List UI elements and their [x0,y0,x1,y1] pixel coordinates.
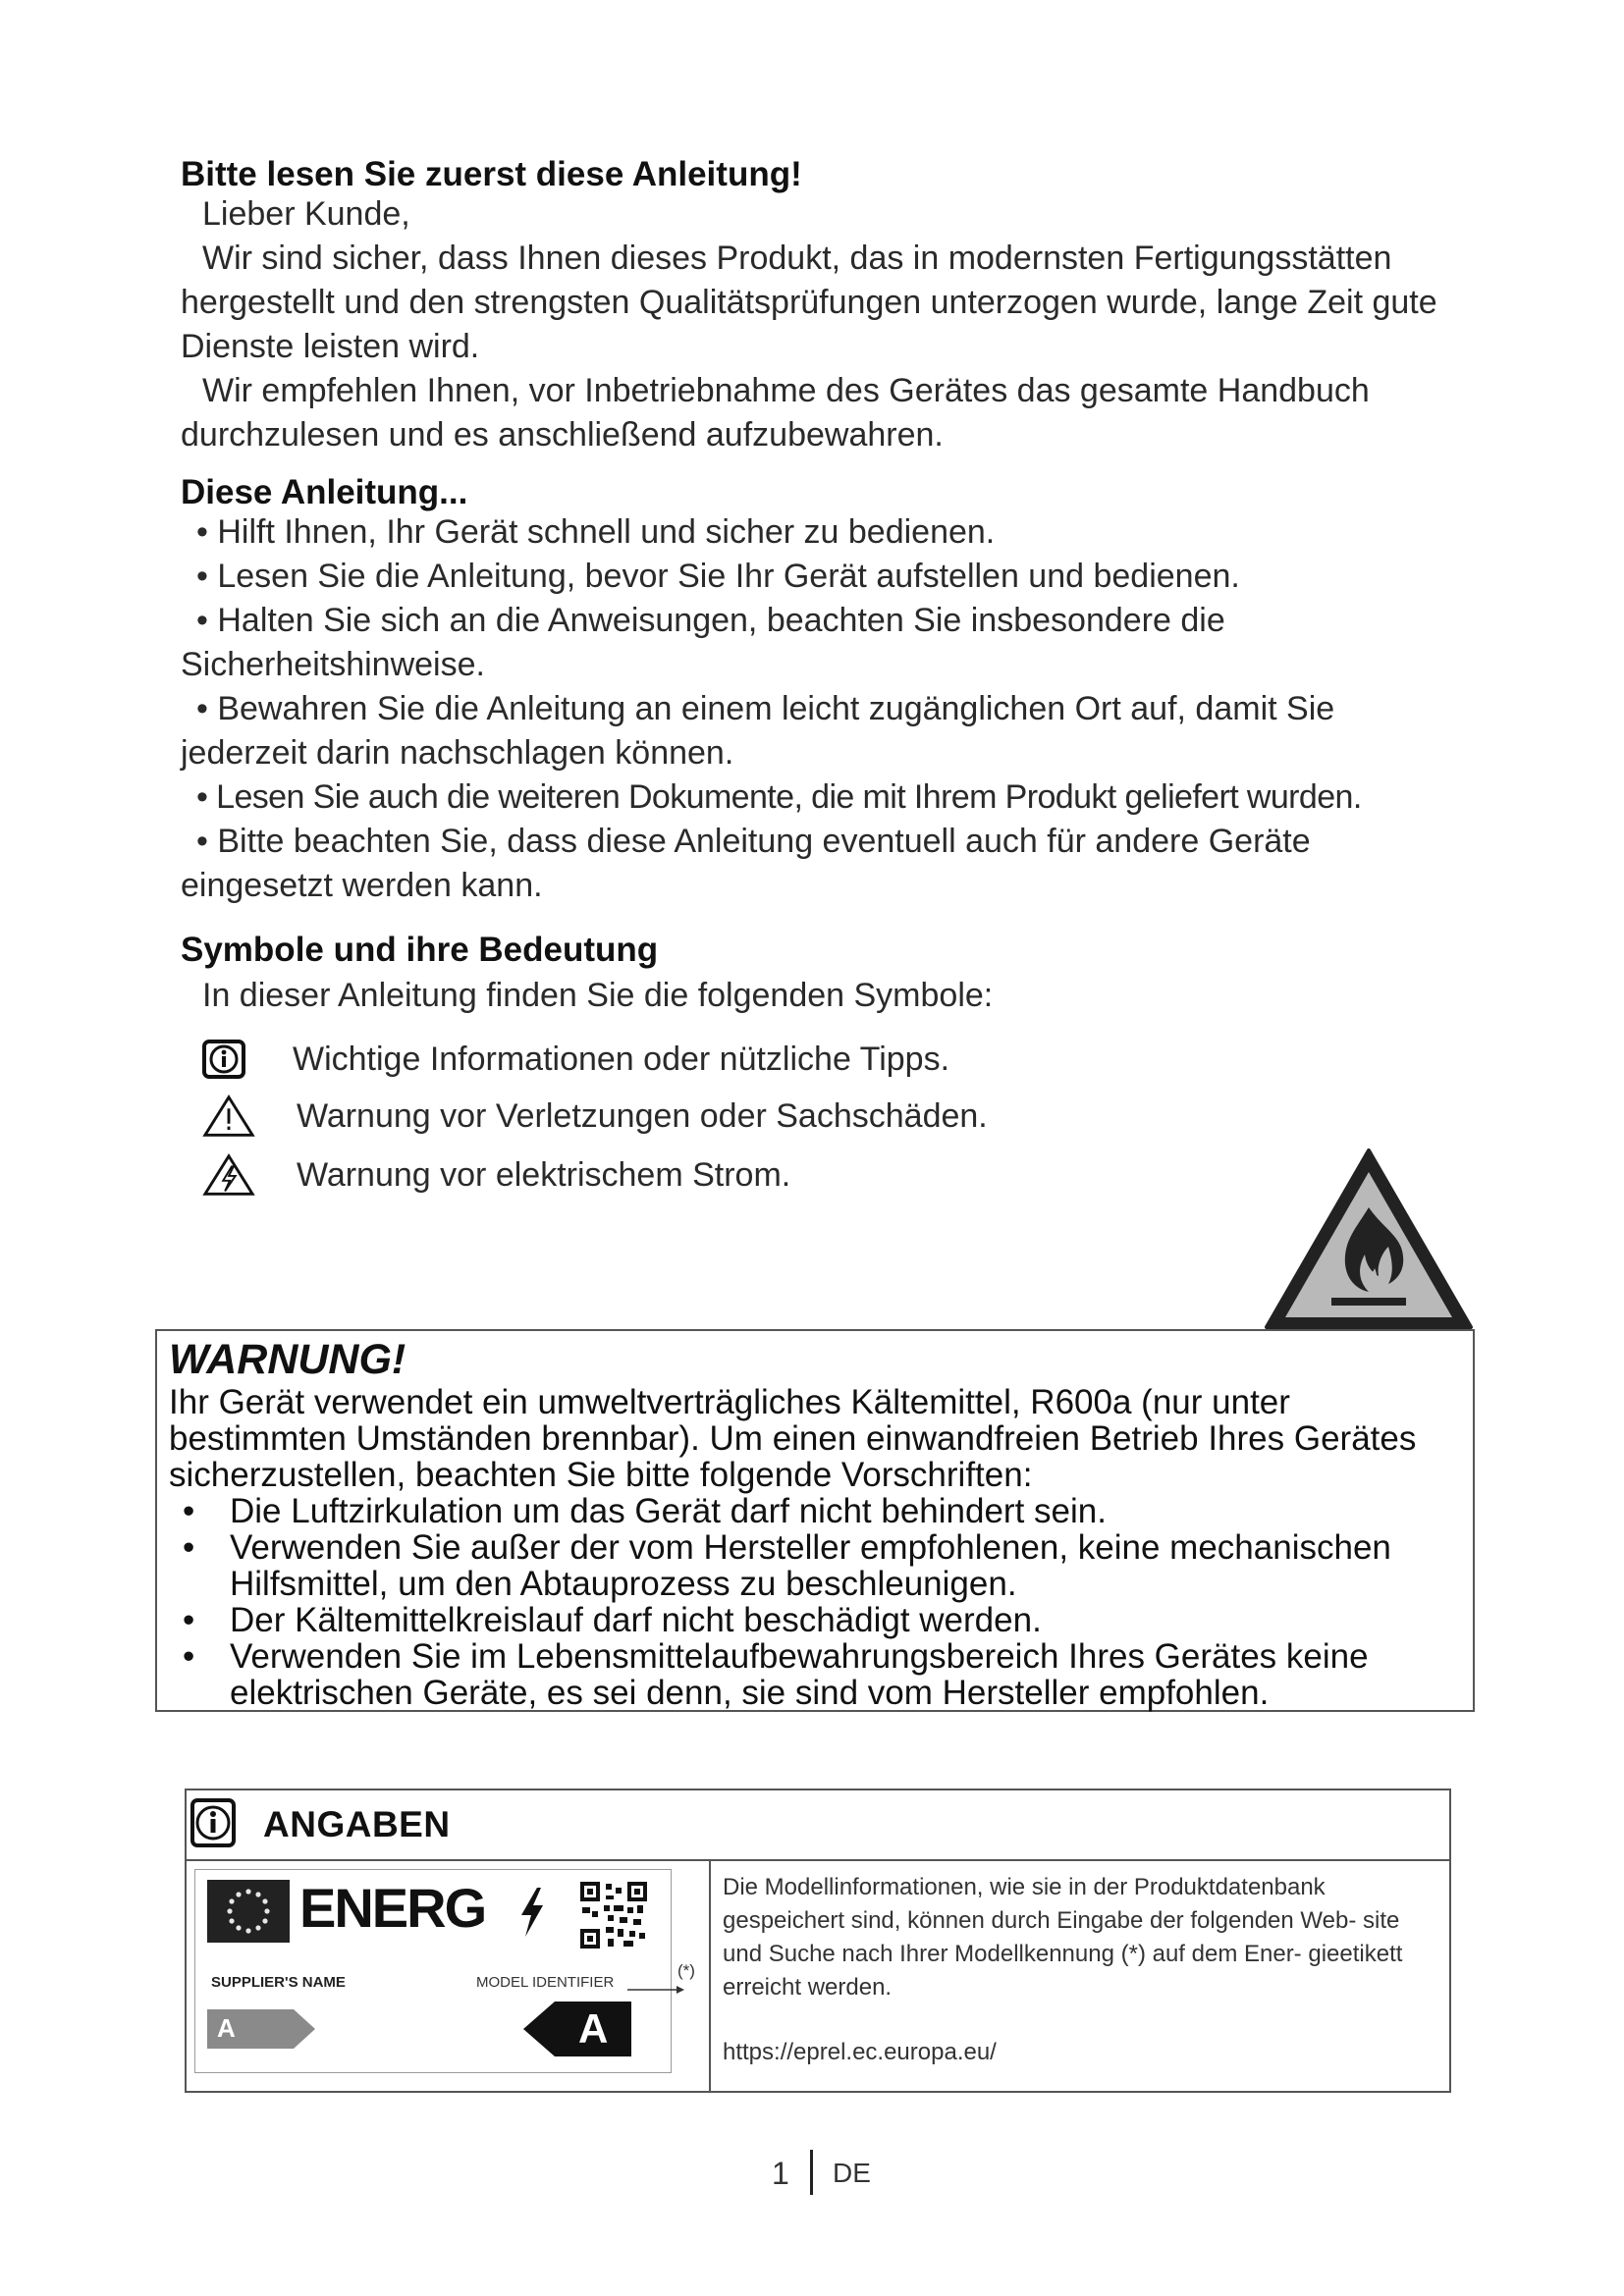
page-number: 1 [772,2156,789,2191]
angaben-info-text: Die Modellinformationen, wie sie in der Produktdatenbank gespeichert sind, können durch Eingabe der folgenden Web- site und Suche nach Ihrer Modellkennung (*) auf dem Ener- gieetikett erreicht werden. [723,1874,1403,2001]
intro-text [181,192,1463,457]
symbol-text: Warnung vor Verletzungen oder Sachschäden. [297,1096,988,1135]
energy-class-arrow-right [523,2002,631,2061]
symbol-row-info [202,1035,949,1084]
warning-title: WARNUNG! [169,1336,406,1383]
warning-list [169,1493,1461,1711]
warning-item: • Der Kältemittelkreislauf darf nicht beschädigt werden. [169,1602,1461,1638]
eprel-link[interactable]: https://eprel.ec.europa.eu/ [723,2039,997,2065]
intro-paragraph-2: Wir empfehlen Ihnen, vor Inbetriebnahme des Gerätes das gesamte Handbuch durchzulesen und es anschließend aufzubewahren. [181,372,1370,454]
warning-triangle-icon [202,1094,255,1139]
energy-label-area [187,1861,711,2093]
model-identifier-asterisk: (*) [677,1961,695,1980]
symbols-intro: In dieser Anleitung finden Sie die folgenden Symbole: [202,977,994,1014]
angaben-title: ANGABEN [263,1804,451,1844]
intro-heading: Bitte lesen Sie zuerst diese Anleitung! [181,155,802,193]
symbol-text: Warnung vor elektrischem Strom. [297,1155,791,1194]
energy-class-left: A [217,2013,236,2043]
footer-divider [810,2150,813,2195]
flammable-warning-icon [1263,1145,1475,1333]
supplier-name-label: SUPPLIER'S NAME [211,1974,346,1991]
manual-bullet: • Bitte beachten Sie, dass diese Anleitung eventuell auch für andere Geräte eingesetzt werden kann. [181,823,1311,904]
manual-bullet: • Lesen Sie auch die weiteren Dokumente, die mit Ihrem Produkt geliefert wurden. [196,778,1362,816]
symbol-row-electric [202,1150,790,1200]
info-icon [190,1798,236,1852]
energy-label [194,1869,672,2073]
warning-text: Ihr Gerät verwendet ein umweltverträgliches Kältemittel, R600a (nur unter bestimmten Umständen brennbar). Um einen einwandfreien Betrieb Ihres Gerätes sicherzustellen, beachten Sie bitte folgende Vorschriften: [169,1383,1417,1494]
energy-logo-text: ENERG [299,1877,486,1939]
greeting: Lieber Kunde, [202,195,410,233]
intro-paragraph-1: Wir sind sicher, dass Ihnen dieses Produkt, das in modernsten Fertigungsstätten hergestellt und den strengsten Qualitätsprüfungen unterzogen wurde, lange Zeit gute Dienste leisten wird. [181,240,1437,365]
language-code: DE [833,2158,871,2188]
qr-code-icon [580,1882,647,1953]
electric-warning-icon [202,1152,255,1198]
lightning-icon [519,1888,545,1942]
page-footer [0,2150,1624,2197]
manual-heading: Diese Anleitung... [181,473,468,511]
symbols-heading: Symbole und ihre Bedeutung [181,931,659,969]
model-identifier-label: MODEL IDENTIFIER [476,1974,615,1991]
manual-bullet: • Hilft Ihnen, Ihr Gerät schnell und sicher zu bedienen. [196,513,996,551]
manual-bullet: • Halten Sie sich an die Anweisungen, beachten Sie insbesondere die Sicherheitshinweise. [181,602,1225,683]
warning-item: • Die Luftzirkulation um das Gerät darf nicht behindert sein. [169,1493,1461,1529]
eu-flag-icon [207,1880,290,1948]
symbol-text: Wichtige Informationen oder nützliche Tipps. [293,1040,950,1078]
symbol-row-warning [202,1092,988,1141]
arrow-right-icon [627,1982,686,2000]
manual-bullet: • Lesen Sie die Anleitung, bevor Sie Ihr Gerät aufstellen und bedienen. [196,558,1240,595]
warning-item: • Verwenden Sie im Lebensmittelaufbewahrungsbereich Ihres Gerätes keine elektrischen Geräte, es sei denn, sie sind vom Hersteller empfohlen. [169,1638,1461,1711]
warning-item: • Verwenden Sie außer der vom Hersteller empfohlenen, keine mechanischen Hilfsmittel, um den Abtauprozess zu beschleunigen. [169,1529,1461,1602]
manual-bullet: • Bewahren Sie die Anleitung an einem leicht zugänglichen Ort auf, damit Sie jederzeit darin nachschlagen können. [181,690,1335,772]
info-icon [202,1037,255,1082]
angaben-header [187,1790,1449,1861]
angaben-box [185,1789,1451,2093]
refrigerant-warning-box [155,1329,1475,1712]
angaben-info [711,1861,1449,2093]
energy-class-right: A [578,2005,609,2052]
manual-bullets [181,510,1463,908]
